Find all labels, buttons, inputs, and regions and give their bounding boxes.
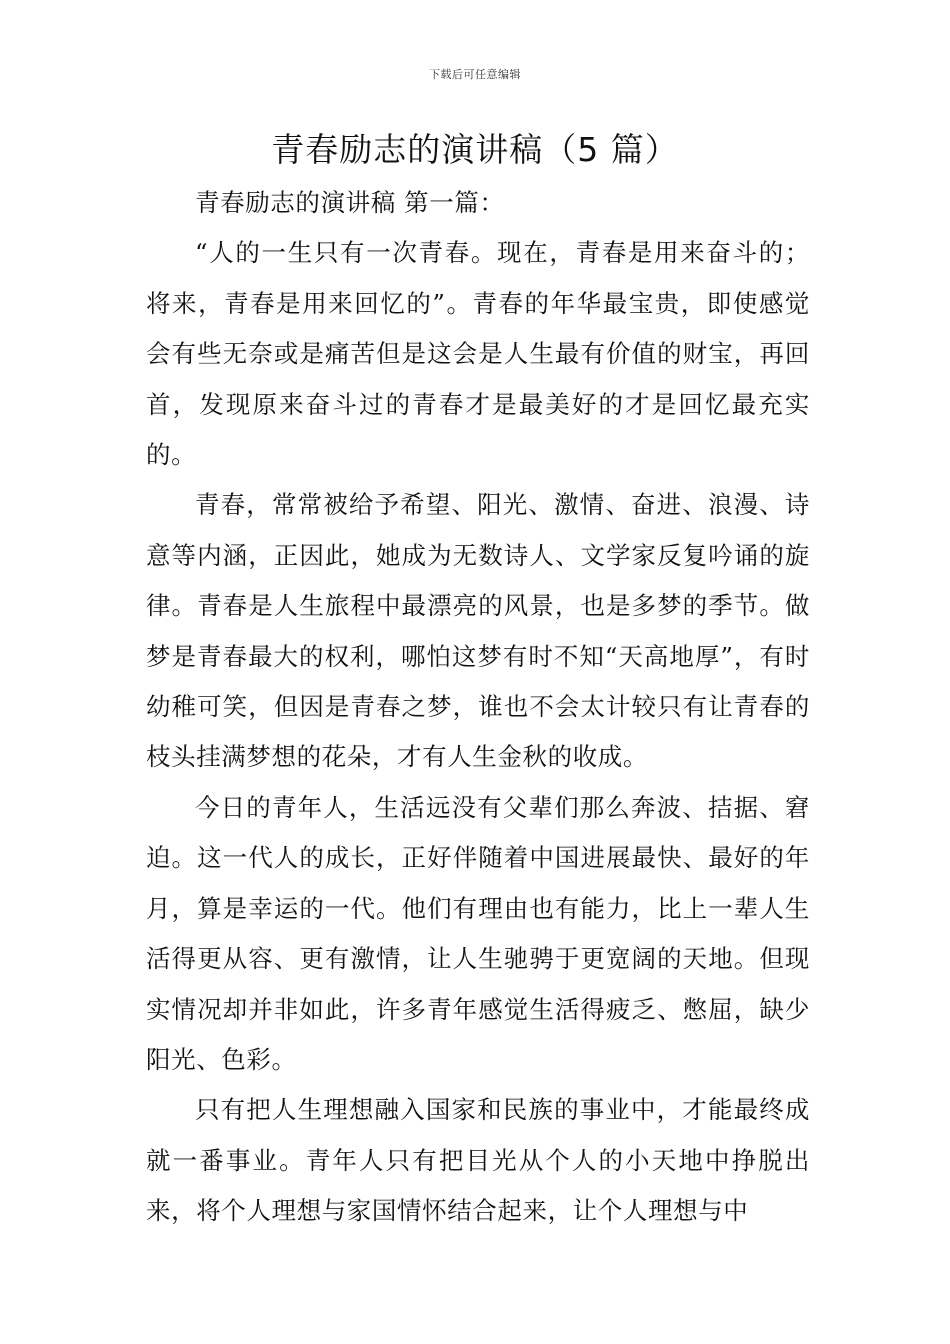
paragraph-3: 今日的青年人，生活远没有父辈们那么奔波、拮据、窘迫。这一代人的成长，正好伴随着中国进展最快、最好的年月，算是幸运的一代。他们有理由也有能力，比上一辈人生活得更从容、更有激情，让人生驰骋于更宽阔的天地。但现实情况却并非如此，许多青年感觉生活得疲乏、憋屈，缺少阳光、色彩。 <box>146 792 810 1074</box>
paragraph-2: 青春，常常被给予希望、阳光、激情、奋进、浪漫、诗意等内涵，正因此，她成为无数诗人、文学家反复吟诵的旋律。青春是人生旅程中最漂亮的风景，也是多梦的季节。做梦是青春最大的权利，哪怕这梦有时不知“天高地厚”，有时幼稚可笑，但因是青春之梦，谁也不会太计较只有让青春的枝头挂满梦想的花朵，才有人生金秋的收成。 <box>146 490 810 772</box>
paragraph-1: “人的一生只有一次青春。现在，青春是用来奋斗的；将来，青春是用来回忆的”。青春的年华最宝贵，即使感觉会有些无奈或是痛苦但是这会是人生最有价值的财宝，再回首，发现原来奋斗过的青春才是最美好的才是回忆最充实的。 <box>146 238 810 470</box>
document-title: 青春励志的演讲稿（5 篇） <box>271 130 679 169</box>
section-heading: 青春励志的演讲稿 第一篇： <box>195 188 505 217</box>
document-body <box>146 178 810 1237</box>
header-note: 下载后可任意编辑 <box>429 68 521 81</box>
paragraph-4: 只有把人生理想融入国家和民族的事业中，才能最终成就一番事业。青年人只有把目光从个人的小天地中挣脱出来，将个人理想与家国情怀结合起来，让个人理想与中 <box>146 1095 810 1226</box>
